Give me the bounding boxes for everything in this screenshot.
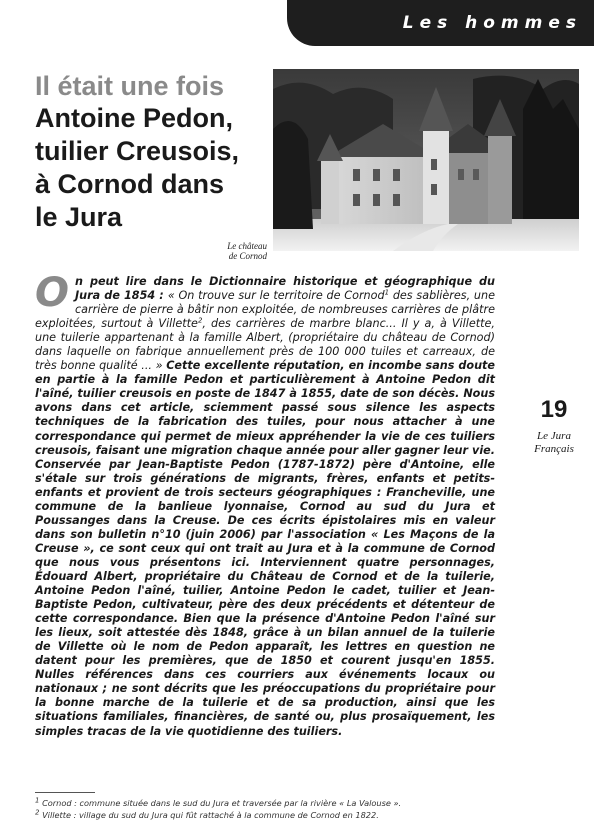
footnote-divider xyxy=(35,792,95,793)
publication-name xyxy=(524,430,584,456)
article-title-line: Antoine Pedon, xyxy=(35,103,233,133)
article-quote: des sablières, une carrière de pierre à bâtir non exploitée, de nombreuses carrières de plâtre exploitées, surtout à Villette xyxy=(35,289,495,331)
section-header-title: Les hommes xyxy=(402,13,582,33)
footnote-text: Cornod : commune située dans le sud du Jura et traversée par la rivière « La Valouse ». xyxy=(42,798,402,808)
publication-name-line: Le Jura xyxy=(537,430,571,442)
article-title-block xyxy=(35,72,265,234)
photo-caption-line: de Cornod xyxy=(228,251,267,261)
article-intro: n peut lire dans le Dictionnaire historique et géographique du Jura de 1854 : xyxy=(75,275,495,303)
section-header-tab xyxy=(287,0,594,46)
article-quote: , des carrières de marbre blanc... Il y a, à Villette, une tuilerie appartenant à la famille Albert, (propriétaire du château de Cornod) dans laquelle on fabrique annuellement près de 100 000 tuiles et carreaux, de très bonne qualité ... » xyxy=(35,317,495,373)
article-body xyxy=(35,270,495,739)
footnote-ref: 2 xyxy=(197,316,203,325)
footnote xyxy=(35,797,475,809)
article-paragraph xyxy=(35,270,495,739)
page-number: 19 xyxy=(540,396,568,423)
article-text: Cette excellente réputation, en incombe sans doute en partie à la famille Pedon et particulièrement à Antoine Pedon dit l'aîné, tuilier creusois en poste de 1847 à 1855, date de son décès. Nous avons dans cet article, sciemment passé sous silence les aspects techniques de la fabrication des tuiles, pour nous attacher à une correspondance qui permet de mieux appréhender la vie de ces tuiliers creusois, faisant une migration chaque année pour aller gagner leur vie. Conservée par Jean-Baptiste Pedon (1787-1872) père d'Antoine, elle s'étale sur trois générations de migrants, frères, enfants et petits-enfants et provient de trois secteurs géographiques : Francheville, une commune de la banlieue lyonnaise, Cornod au sud du Jura et Poussanges dans la Creuse. De ces écrits épistolaires mis en valeur dans son bulletin n°10 (juin 2006) par l'association « Les Maçons de la Creuse », ce sont ceux qui ont trait au Jura et à la commune de Cornod que nous vous présentons ici. Interviennent quatre personnages, Édouard Albert, propriétaire du Château de Cornod et de la tuilerie, Antoine Pedon l'aîné, tuilier, Antoine Pedon le cadet, tuilier et Jean-Baptiste Pedon, cultivateur, père des deux précédents et détenteur de cette correspondance. Bien que la présence d'Antoine Pedon l'aîné sur les lieux, soit attestée dès 1848, grâce à un bilan annuel de la tuilerie de Villette où le nom de Pedon apparaît, les lettres en question ne datent pour les premières, que de 1850 et courent jusqu'en 1855. Nulles références dans ces courriers aux événements locaux ou nationaux ; ne sont décrits que les préoccupations du propriétaire pour la bonne marche de la tuilerie et de sa production, ainsi que les situations familiales, financières, de santé ou, plus prosaïquement, les simples tracas de la vie quotidienne des tuiliers. xyxy=(35,359,495,738)
drop-cap: O xyxy=(35,270,70,316)
article-title xyxy=(35,102,265,234)
footnote xyxy=(35,809,475,821)
photo-caption xyxy=(205,241,267,261)
footnote-mark: 2 xyxy=(35,808,40,817)
article-kicker: Il était une fois xyxy=(35,71,225,101)
footnote-text: Villette : village du sud du Jura qui fût rattaché à la commune de Cornod en 1822. xyxy=(42,810,379,820)
article-quote: « On trouve sur le territoire de Cornod xyxy=(167,289,385,303)
footnote-mark: 1 xyxy=(35,796,40,805)
castle-photo xyxy=(273,69,579,251)
photo-caption-line: Le château xyxy=(227,241,267,251)
article-title-line: à Cornod dans xyxy=(35,169,225,199)
footnotes xyxy=(35,797,475,821)
footnote-ref: 1 xyxy=(384,288,390,297)
publication-name-line: Français xyxy=(534,443,574,455)
article-title-line: le Jura xyxy=(35,202,123,232)
article-title-line: tuilier Creusois, xyxy=(35,136,240,166)
